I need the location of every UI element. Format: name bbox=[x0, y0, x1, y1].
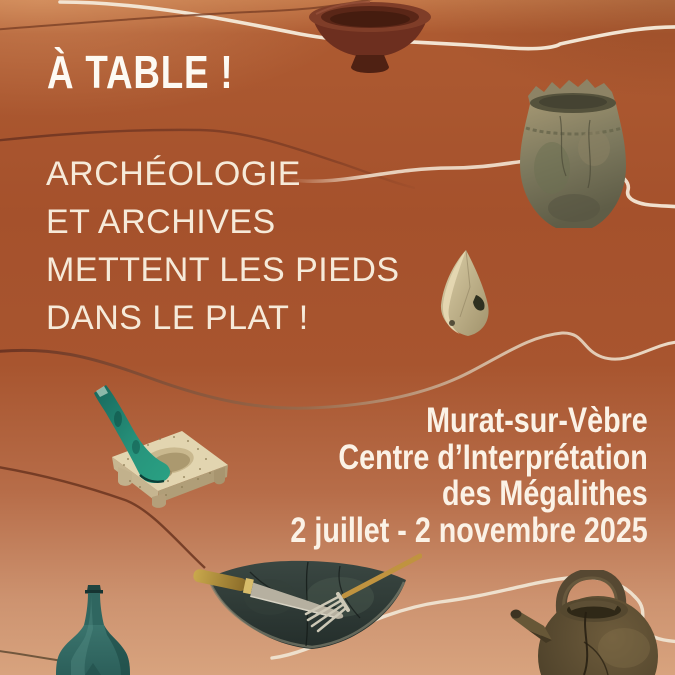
bowl-with-cutlery-image bbox=[190, 552, 422, 660]
venue-centre-line-2: des Mégalithes bbox=[442, 474, 648, 513]
pedestal-bowl-image bbox=[306, 0, 434, 74]
venue-place: Murat-sur-Vèbre bbox=[426, 401, 648, 440]
ceramic-pot-image bbox=[512, 76, 634, 234]
subtitle-line-2: ET ARCHIVES bbox=[46, 203, 276, 241]
flint-tool-image bbox=[430, 247, 496, 339]
wavy-line-bottom-left-dark bbox=[0, 650, 62, 661]
venue-block bbox=[291, 403, 648, 549]
subtitle-line-4: DANS LE PLAT ! bbox=[46, 299, 309, 337]
venue-centre-line-1: Centre d’Interprétation bbox=[338, 437, 648, 477]
venue-dates: 2 juillet - 2 novembre 2025 bbox=[290, 510, 648, 550]
poster-subtitle bbox=[46, 150, 400, 342]
subtitle-line-1: ARCHÉOLOGIE bbox=[46, 155, 301, 193]
poster-title: À TABLE ! bbox=[47, 46, 234, 98]
glass-bottle-image bbox=[55, 583, 131, 675]
ceramic-teapot-image bbox=[508, 570, 666, 675]
stone-quern-with-bronze-axe-image bbox=[80, 381, 235, 509]
subtitle-line-3: METTENT LES PIEDS bbox=[46, 251, 400, 289]
